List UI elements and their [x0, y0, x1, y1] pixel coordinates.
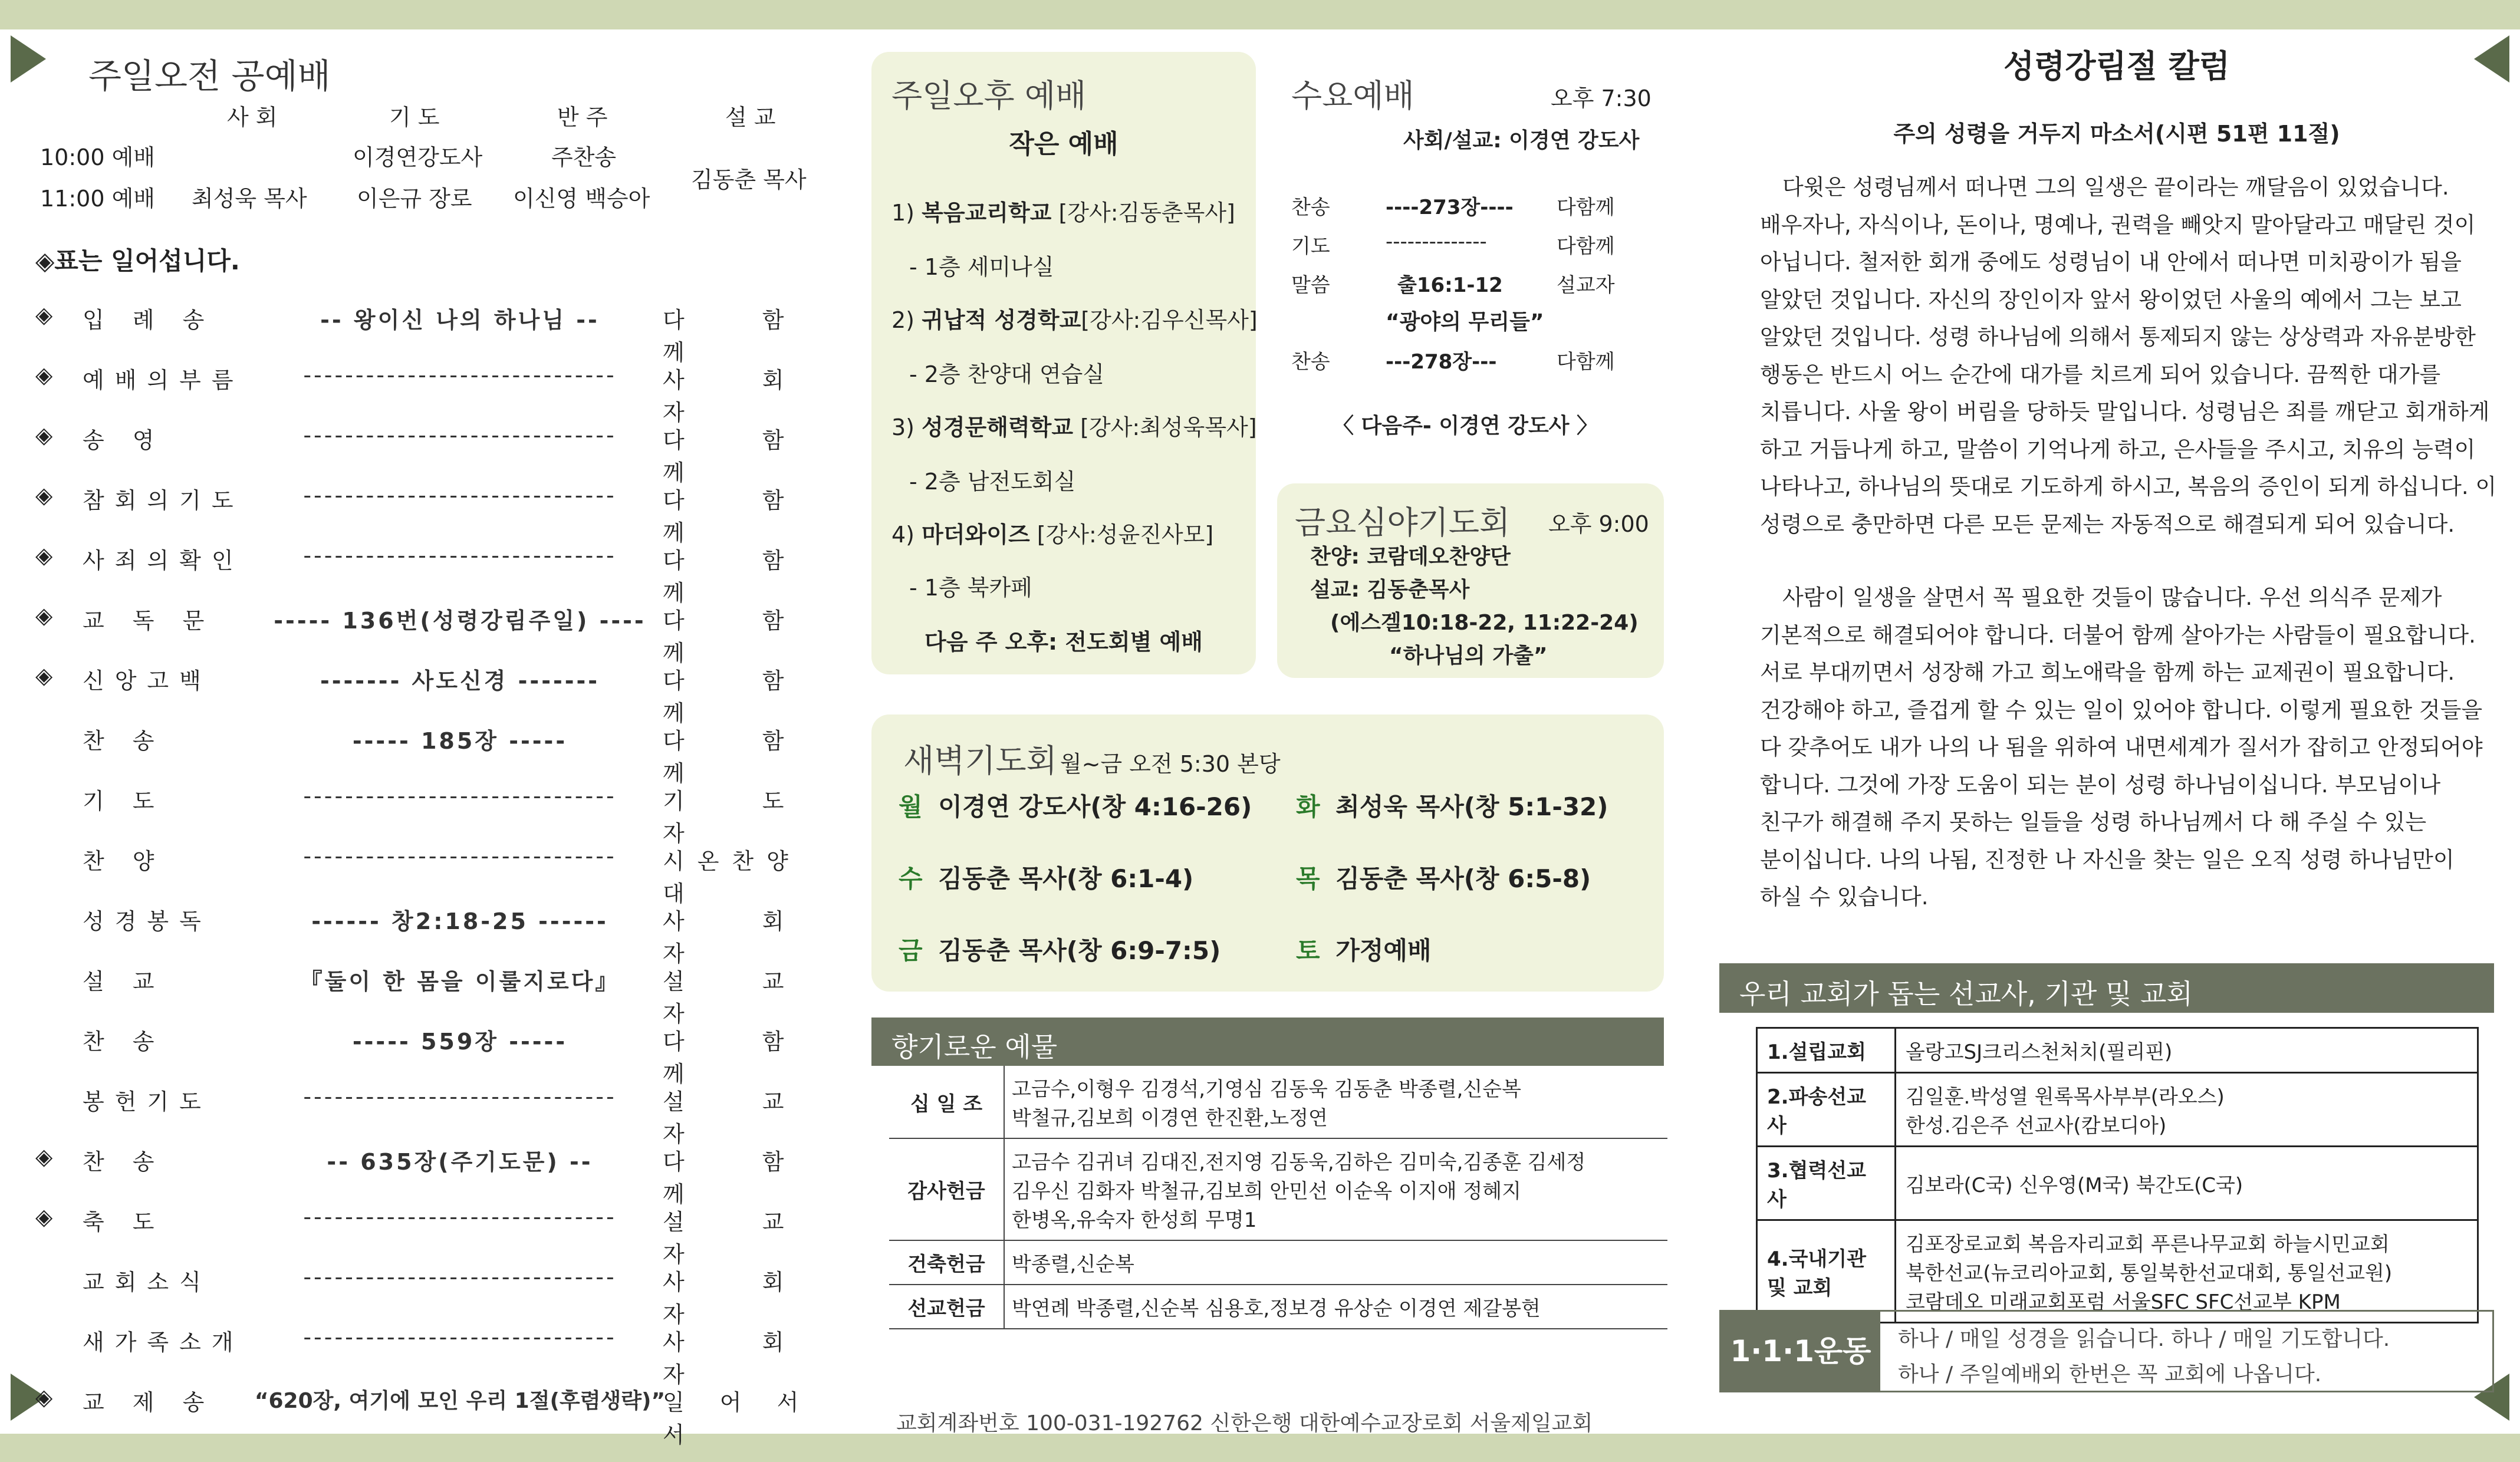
column-line: 다윗은 성령님께서 떠나면 그의 일생은 끝이라는 깨달음이 있었습니다.: [1782, 174, 2449, 200]
friday-time: 오후 9:00: [1548, 511, 1649, 537]
item-room: - 1층 세미나실: [909, 254, 1054, 280]
day-label: 토: [1296, 936, 1320, 965]
order-row: [35, 362, 825, 426]
names-line: 코람데오 미래교회포럼 서울SFC SFC선교부 KPM: [1906, 1290, 2341, 1314]
day-text: 김동춘 목사(창 6:5-8): [1335, 864, 1591, 893]
row-detail: ----273장----: [1386, 196, 1514, 219]
top-decorative-band: [0, 0, 2520, 29]
order-item-who: 기 도 자: [663, 788, 820, 847]
order-item-who: 사 회 자: [663, 1269, 820, 1328]
order-row: [35, 1264, 825, 1328]
stand-mark: ◈: [35, 1384, 53, 1410]
row-label: 찬송: [1291, 350, 1330, 374]
dawn-day-row: [1296, 788, 1608, 823]
names-line: 김포장로교회 복음자리교회 푸른나무교회 하늘시민교회: [1906, 1233, 2390, 1256]
row-detail: 출16:1-12: [1397, 274, 1503, 297]
order-item-name: 설 교: [83, 969, 165, 995]
row-detail: ---278장---: [1386, 350, 1497, 374]
order-item-detail: ------- 사도신경 -------: [320, 668, 600, 694]
column-line: 서로 부대끼면서 성장해 가고 희노애락을 함께 하는 교제권이 필요합니다.: [1760, 660, 2455, 685]
stand-mark: ◈: [35, 422, 53, 448]
row-label: 찬송: [1291, 196, 1330, 219]
service-accomp-11: 이신영 백승아: [513, 186, 650, 212]
order-row: [35, 663, 825, 726]
column-line: 알았던 것입니다. 자신의 장인이자 앞서 왕이었던 사울의 예에서 그는 보고: [1760, 287, 2462, 312]
afternoon-next: 다음 주 오후: 전도회별 예배: [925, 629, 1203, 655]
names-line: 북한선교(뉴코리아교회, 통일북한선교대회, 통일선교원): [1906, 1262, 2393, 1285]
header-accompanist: 반 주: [557, 104, 608, 130]
order-item-name: 신앙고백: [83, 668, 212, 694]
offering-table: [889, 1066, 1667, 1329]
friday-sermon-title: “하나님의 가출”: [1389, 644, 1548, 668]
wednesday-title: 수요예배: [1291, 77, 1414, 114]
missions-label: 3.협력선교사: [1757, 1147, 1896, 1220]
dawn-title: 새벽기도회: [903, 742, 1057, 779]
order-item-who: 설 교 자: [663, 1209, 820, 1267]
stand-mark: ◈: [35, 602, 53, 628]
names-line: 김우신 김화자 박철규,김보희 안민선 이순옥 이지애 정혜지: [1012, 1180, 1521, 1203]
column-line: 하실 수 있습니다.: [1760, 884, 1929, 910]
missions-table: [1756, 1027, 2479, 1323]
friday-title: 금요심야기도회: [1295, 504, 1511, 541]
column-line: 다 갖추어도 내가 나의 나 됨을 위하여 내면세계가 질서가 잡히고 안정되어야: [1760, 735, 2483, 760]
row-who: 다함께: [1557, 235, 1615, 258]
dawn-prayer-panel: [871, 714, 1664, 992]
afternoon-item: [891, 516, 1213, 549]
column-line: 사람이 일생을 살면서 꼭 필요한 것들이 많습니다. 우선 의식주 문제가: [1782, 585, 2442, 610]
order-item-detail: ------------------------------: [303, 1264, 617, 1290]
afternoon-title: 주일오후 예배: [891, 77, 1087, 114]
column-title: 성령강림절 칼럼: [2004, 48, 2230, 85]
names-line: 박연례 박종렬,신순복 심용호,정보경 유상순 이경연 제갈봉현: [1012, 1297, 1541, 1321]
item-teacher: [강사:성윤진사모]: [1037, 522, 1214, 548]
missions-row: [1757, 1073, 2478, 1147]
order-item-who: 다 함 께: [663, 548, 820, 606]
order-item-who: 사 회 자: [663, 908, 820, 967]
offering-names: [1004, 1285, 1667, 1329]
offering-names: [1004, 1066, 1667, 1138]
row-label: 기도: [1291, 235, 1330, 258]
missions-label: 2.파송선교사: [1757, 1073, 1896, 1147]
row-who: 설교자: [1557, 274, 1615, 297]
missions-label: 4.국내기관 및 교회: [1757, 1220, 1896, 1323]
morning-service-title: 주일오전 공예배: [88, 56, 331, 96]
offering-header: [871, 1018, 1664, 1066]
movement-title: 1·1·1운동: [1721, 1312, 1880, 1391]
order-row: [35, 723, 825, 786]
order-row: [35, 422, 825, 486]
item-room: - 1층 북카페: [909, 575, 1032, 601]
column-paragraph-2: [1760, 579, 2483, 916]
names-line: 한병옥,유숙자 한성희 무명1: [1012, 1209, 1257, 1232]
column-line: 치릅니다. 사울 왕이 버림을 당하듯 말입니다. 성령님은 죄를 깨닫고 회개하게: [1760, 399, 2490, 424]
item-name: 귀납적 성경학교: [922, 307, 1081, 333]
column-subtitle: 주의 성령을 거두지 마소서(시편 51편 11절): [1893, 121, 2340, 147]
order-item-detail: ------------------------------: [303, 1324, 617, 1350]
afternoon-subtitle: 작은 예배: [1009, 129, 1118, 159]
order-item-name: 사죄의확인: [83, 548, 244, 574]
order-row: [35, 542, 825, 606]
day-text: 김동춘 목사(창 6:9-7:5): [938, 936, 1221, 965]
missions-row: [1757, 1220, 2478, 1323]
order-row: [35, 1144, 825, 1207]
item-number: 3): [891, 414, 915, 440]
missions-names: [1896, 1073, 2478, 1147]
names-line: 김일훈.박성열 원록목사부부(라오스): [1906, 1085, 2225, 1109]
order-item-detail: ------------------------------: [303, 362, 617, 388]
order-item-name: 찬 양: [83, 848, 165, 874]
offering-label: 감사헌금: [889, 1138, 1004, 1240]
wednesday-sermon-title: “광야의 무리들”: [1386, 310, 1544, 334]
friday-verse: (에스겔10:18-22, 11:22-24): [1330, 611, 1639, 635]
offering-row: [889, 1285, 1667, 1329]
column-line: 행동은 반드시 어느 순간에 대가를 치르게 되어 있습니다. 끔찍한 대가를: [1760, 361, 2441, 387]
offering-row: [889, 1138, 1667, 1240]
names-line: 김보라(C국) 신우영(M국) 북간도(C국): [1906, 1173, 2243, 1197]
day-label: 월: [899, 792, 923, 821]
header-leader: 사 회: [227, 104, 278, 130]
friday-praise: 찬양: 코람데오찬양단: [1310, 545, 1511, 569]
column-line: 기본적으로 해결되어야 합니다. 더불어 함께 살아가는 사람들이 필요합니다.: [1760, 622, 2476, 648]
column-line: 건강해야 하고, 즐겁게 할 수 있는 일이 있어야 합니다. 이렇게 필요한 것들을: [1760, 697, 2483, 723]
stand-mark: ◈: [35, 362, 53, 388]
order-item-name: 예배의부름: [83, 367, 244, 393]
column-line: 아닙니다. 철저한 회개 중에도 성령님이 내 안에서 떠나면 미치광이가 됨을: [1760, 249, 2462, 275]
offering-title: 향기로운 예물: [891, 1031, 1058, 1063]
order-row: [35, 783, 825, 847]
names-line: 한성.김은주 선교사(캄보디아): [1906, 1114, 2167, 1138]
missions-header: [1719, 963, 2494, 1013]
item-teacher: [강사:김우신목사]: [1081, 307, 1258, 333]
stand-mark: ◈: [35, 302, 53, 328]
day-text: 최성욱 목사(창 5:1-32): [1335, 792, 1608, 821]
order-item-who: 설 교 자: [663, 1089, 820, 1147]
order-item-who: 다 함 께: [663, 608, 820, 666]
day-text: 가정예배: [1335, 936, 1432, 965]
order-item-detail: ------------------------------: [303, 482, 617, 508]
order-item-detail: -- 왕이신 나의 하나님 --: [320, 307, 600, 333]
order-item-name: 성경봉독: [83, 908, 212, 934]
order-item-who: 다 함 께: [663, 307, 820, 366]
order-row: [35, 1023, 825, 1087]
order-row: [35, 903, 825, 967]
order-item-name: 참회의기도: [83, 488, 244, 513]
item-number: 4): [891, 522, 915, 548]
order-item-detail: -- 635장(주기도문) --: [327, 1149, 593, 1175]
missions-row: [1757, 1028, 2478, 1073]
order-item-detail: “620장, 여기에 모인 우리 1절(후렴생략)”: [254, 1389, 666, 1413]
offering-label: 건축헌금: [889, 1240, 1004, 1285]
names-line: 박철규,김보희 이경연 한진환,노정연: [1012, 1107, 1328, 1130]
order-row: [35, 963, 825, 1027]
column-line: 배우자나, 자식이나, 돈이나, 명예나, 권력을 빼앗지 말아달라고 매달린 것이: [1760, 212, 2476, 238]
order-item-name: 교 독 문: [83, 608, 215, 634]
order-row: [35, 1384, 825, 1448]
service-prayer-10: 이경연강도사: [353, 144, 483, 170]
movement-line-2: 하나 / 주일예배외 한번은 꼭 교회에 나옵니다.: [1898, 1362, 2322, 1387]
column-line: 친구가 해결해 주지 못하는 일들을 성령 하나님께서 다 해 주실 수 있는: [1760, 809, 2427, 835]
item-teacher: [강사:김동춘목사]: [1058, 200, 1235, 226]
offering-row: [889, 1066, 1667, 1138]
day-label: 목: [1296, 864, 1320, 893]
order-row: [35, 1204, 825, 1267]
row-who: 다함께: [1557, 350, 1615, 374]
column-line: 합니다. 그것에 가장 도움이 되는 분이 성령 하나님이십니다. 부모님이나: [1760, 772, 2441, 798]
order-row: [35, 1084, 825, 1147]
friday-sermon: 설교: 김동춘목사: [1310, 578, 1470, 602]
wednesday-time: 오후 7:30: [1551, 85, 1652, 111]
order-item-detail: ------------------------------: [303, 1084, 617, 1109]
offering-label: 선교헌금: [889, 1285, 1004, 1329]
offering-row: [889, 1240, 1667, 1285]
missions-names: [1896, 1220, 2478, 1323]
stand-mark: ◈: [35, 542, 53, 568]
wednesday-row: [1291, 191, 1330, 220]
order-item-detail: 『둘이 한 몸을 이룰지로다』: [300, 969, 620, 995]
order-item-name: 찬 송: [83, 1149, 165, 1175]
wednesday-leader: 사회/설교: 이경연 강도사: [1403, 129, 1640, 153]
day-label: 수: [899, 864, 923, 893]
order-item-name: 새가족소개: [83, 1329, 244, 1355]
wednesday-next: 〈 다음주- 이경연 강도사 〉: [1333, 414, 1598, 438]
item-room: - 2층 찬양대 연습실: [909, 361, 1105, 387]
column-line: 성령으로 충만하면 다른 모든 문제는 자동적으로 해결되게 되어 있습니다.: [1760, 511, 2455, 537]
order-item-who: 설 교 자: [663, 969, 820, 1027]
order-item-detail: ------------------------------: [303, 783, 617, 809]
dawn-day-row: [899, 931, 1220, 967]
order-row: [35, 843, 825, 907]
order-item-who: 일 어 서 서: [663, 1389, 813, 1448]
missions-names: [1896, 1147, 2478, 1220]
offering-names: [1004, 1240, 1667, 1285]
order-item-name: 입 례 송: [83, 307, 215, 333]
missions-names: [1896, 1028, 2478, 1073]
offering-names: [1004, 1138, 1667, 1240]
order-item-detail: ------------------------------: [303, 843, 617, 869]
header-prayer: 기 도: [389, 104, 440, 130]
missions-label: 1.설립교회: [1757, 1028, 1896, 1073]
row-detail: --------------: [1386, 230, 1487, 253]
order-item-detail: ----- 136번(성령강림주일) ----: [274, 608, 646, 634]
day-text: 이경연 강도사(창 4:16-26): [938, 792, 1252, 821]
preacher-name: 김동춘 목사: [691, 167, 807, 193]
order-item-detail: ------ 창2:18-25 ------: [311, 908, 608, 934]
dawn-heading: [903, 736, 1281, 781]
column-line: 나타나고, 하나님의 뜻대로 기도하게 하시고, 복음의 증인이 되게 하십니다. 이: [1760, 474, 2497, 499]
item-number: 1): [891, 200, 915, 226]
service-accomp-10: 주찬송: [551, 144, 617, 170]
names-line: 올랑고SJ크리스천처치(필리핀): [1906, 1040, 2173, 1064]
order-item-detail: ----- 559장 -----: [352, 1029, 568, 1055]
service-leader-11: 최성욱 목사: [192, 186, 307, 212]
order-item-detail: ----- 185장 -----: [352, 728, 568, 754]
order-item-name: 교 제 송: [83, 1389, 215, 1415]
order-item-name: 교회소식: [83, 1269, 212, 1295]
movement-line-1: 하나 / 매일 성경을 읽습니다. 하나 / 매일 기도합니다.: [1898, 1327, 2390, 1351]
order-row: [35, 602, 825, 666]
order-item-name: 기 도: [83, 788, 165, 814]
friday-prayer-panel: [1277, 483, 1664, 678]
names-line: 고금수 김귀녀 김대진,전지영 김동욱,김하은 김미숙,김종훈 김세정: [1012, 1151, 1586, 1174]
bottom-decorative-band: [0, 1434, 2520, 1462]
stand-mark: ◈: [35, 1204, 53, 1230]
dawn-day-row: [899, 788, 1252, 823]
day-label: 금: [899, 936, 923, 965]
missions-row: [1757, 1147, 2478, 1220]
order-item-name: 축 도: [83, 1209, 165, 1235]
wednesday-service-panel: [1291, 52, 1669, 453]
missions-title: 우리 교회가 돕는 선교사, 기관 및 교회: [1739, 978, 2193, 1010]
column-line: 알았던 것입니다. 성령 하나님에 의해서 통제되지 않는 상상력과 자유분방한: [1760, 324, 2476, 350]
order-item-who: 다 함 께: [663, 728, 820, 786]
order-item-detail: ------------------------------: [303, 422, 617, 448]
order-item-who: 사 회 자: [663, 1329, 820, 1388]
column-line: 분이십니다. 나의 나됨, 진정한 나 자신을 찾는 일은 오직 성령 하나님만이: [1760, 847, 2455, 872]
service-prayer-11: 이은규 장로: [357, 186, 472, 212]
service-time-10: 10:00 예배: [40, 144, 156, 170]
movement-box: [1719, 1310, 2494, 1392]
afternoon-item: [891, 409, 1257, 442]
stand-mark: ◈: [35, 482, 53, 508]
header-preacher: 설 교: [725, 104, 776, 130]
offering-label: 십 일 조: [889, 1066, 1004, 1138]
order-item-name: 봉헌기도: [83, 1089, 212, 1115]
dawn-day-row: [1296, 931, 1432, 967]
afternoon-item: [891, 302, 1258, 334]
names-line: 고금수,이형우 김경석,기영심 김동욱 김동춘 박종렬,신순복: [1012, 1078, 1521, 1101]
order-row: [35, 482, 825, 546]
order-item-detail: ------------------------------: [303, 542, 617, 568]
order-item-who: 시온찬양대: [663, 848, 801, 907]
afternoon-service-panel: [871, 52, 1256, 674]
item-room: - 2층 남전도회실: [909, 469, 1076, 495]
order-row: [35, 302, 825, 366]
order-item-who: 다 함 께: [663, 1029, 820, 1087]
order-item-detail: ------------------------------: [303, 1204, 617, 1230]
column-paragraph-1: [1760, 169, 2496, 543]
standing-note: ◈표는 일어섭니다.: [35, 246, 240, 275]
order-item-who: 사 회 자: [663, 367, 820, 426]
order-item-name: 찬 송: [83, 728, 165, 754]
row-who: 다함께: [1557, 196, 1615, 219]
names-line: 박종렬,신순복: [1012, 1253, 1134, 1276]
order-item-name: 송 영: [83, 427, 165, 453]
order-item-who: 다 함 께: [663, 1149, 820, 1207]
corner-triangle-top-left: [11, 35, 46, 83]
dawn-day-row: [1296, 860, 1591, 895]
day-text: 김동춘 목사(창 6:1-4): [938, 864, 1194, 893]
stand-mark: ◈: [35, 1144, 53, 1170]
item-teacher: [강사:최성욱목사]: [1080, 414, 1257, 440]
dawn-time: 월~금 오전 5:30 본당: [1060, 751, 1281, 777]
order-row: [35, 1324, 825, 1388]
stand-mark: ◈: [35, 663, 53, 689]
afternoon-item: [891, 195, 1235, 227]
footer-account: 교회계좌번호 100-031-192762 신한은행 대한예수교장로회 서울제일교회: [896, 1411, 1593, 1435]
item-number: 2): [891, 307, 915, 333]
order-item-who: 다 함 께: [663, 427, 820, 486]
item-name: 복음교리학교: [922, 200, 1052, 226]
column-line: 하고 거듭나게 하고, 말씀이 기억나게 하고, 은사들을 주시고, 치유의 능력이: [1760, 436, 2476, 462]
row-label: 말씀: [1291, 274, 1330, 297]
order-item-who: 다 함 께: [663, 488, 820, 546]
order-item-who: 다 함 께: [663, 668, 820, 726]
service-time-11: 11:00 예배: [40, 186, 156, 212]
dawn-day-row: [899, 860, 1193, 895]
item-name: 마더와이즈: [922, 522, 1030, 548]
item-name: 성경문해력학교: [922, 414, 1074, 440]
day-label: 화: [1296, 792, 1320, 821]
order-item-name: 찬 송: [83, 1029, 165, 1055]
